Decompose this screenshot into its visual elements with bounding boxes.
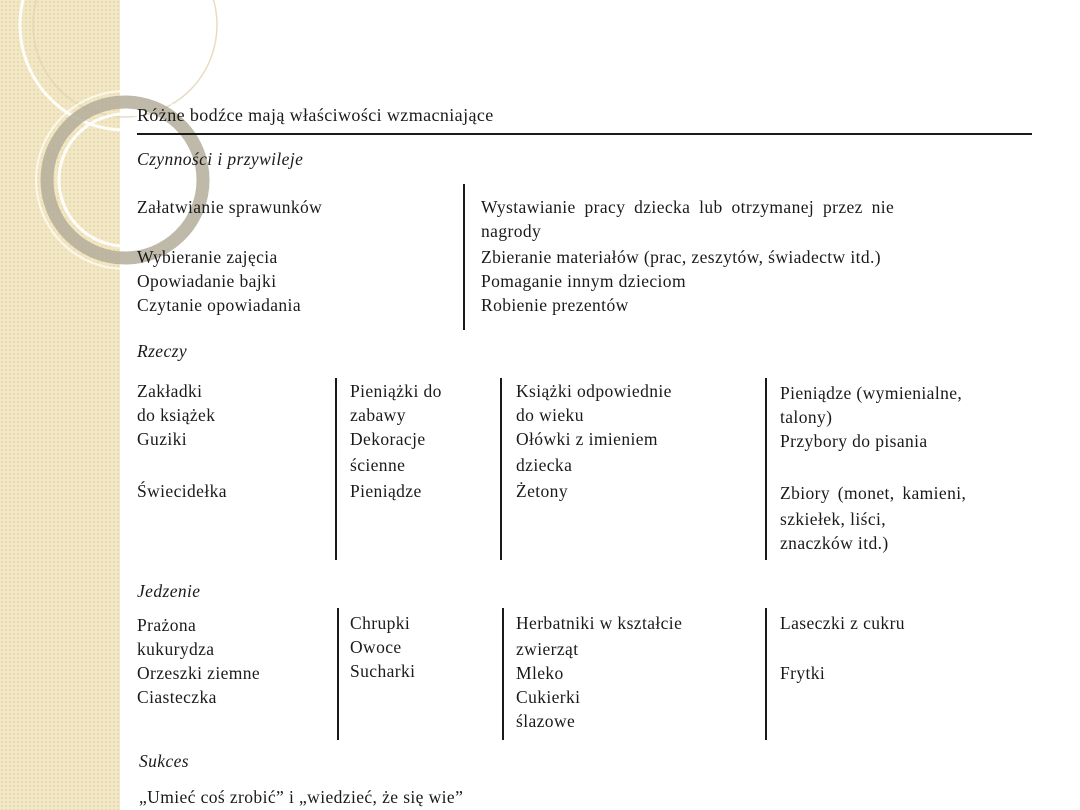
rzeczy-col2-item: Pieniądze [350, 481, 422, 501]
rzeczy-col4-item: talony) [780, 407, 833, 427]
rzeczy-col1-item: Guziki [137, 429, 188, 449]
rzeczy-col3-item: Żetony [516, 481, 568, 501]
czynnosci-left-item: Opowiadanie bajki [137, 271, 277, 291]
czynnosci-right-item: Pomaganie innym dzieciom [481, 271, 686, 291]
rzeczy-col2-item: zabawy [350, 405, 406, 425]
czynnosci-right-item: Robienie prezentów [481, 295, 629, 315]
jedzenie-col1-item: Orzeszki ziemne [137, 663, 261, 683]
rzeczy-col2-item: Pieniążki do [350, 381, 442, 401]
section-heading-sukces: Sukces [139, 751, 190, 771]
title-rule [137, 133, 1032, 135]
jedzenie-col3-item: Mleko [516, 663, 564, 683]
column-divider [765, 378, 767, 560]
column-divider [502, 608, 504, 740]
czynnosci-left-item: Wybieranie zajęcia [137, 247, 278, 267]
column-divider [337, 608, 339, 740]
column-divider [500, 378, 502, 560]
czynnosci-right-item: nagrody [481, 221, 542, 241]
rzeczy-col2-item: ścienne [350, 455, 406, 475]
jedzenie-col2-item: Chrupki [350, 613, 411, 633]
jedzenie-col3-item: zwierząt [516, 639, 579, 659]
jedzenie-col3-item: Cukierki [516, 687, 581, 707]
rzeczy-col3-item: do wieku [516, 405, 584, 425]
rzeczy-col3-item: Ołówki z imieniem [516, 429, 658, 449]
rzeczy-col1-item: Zakładki [137, 381, 203, 401]
column-divider [463, 184, 465, 330]
rzeczy-col1-item: Świecidełka [137, 481, 227, 501]
czynnosci-left-item: Czytanie opowiadania [137, 295, 301, 315]
jedzenie-col1-item: kukurydza [137, 639, 215, 659]
jedzenie-col1-item: Prażona [137, 615, 197, 635]
jedzenie-col3-item: Herbatniki w kształcie [516, 613, 683, 633]
document-title: Różne bodźce mają właściwości wzmacniające [137, 105, 494, 125]
jedzenie-col2-item: Owoce [350, 637, 402, 657]
czynnosci-right-item: Zbieranie materiałów (prac, zeszytów, świadectw itd.) [481, 247, 882, 267]
jedzenie-col3-item: ślazowe [516, 711, 576, 731]
rzeczy-col2-item: Dekoracje [350, 429, 426, 449]
jedzenie-col4-item: Frytki [780, 663, 826, 683]
rzeczy-col4-item: Pieniądze (wymienialne, [780, 383, 963, 403]
rzeczy-col4-item: Przybory do pisania [780, 431, 928, 451]
rzeczy-col3-item: dziecka [516, 455, 573, 475]
rzeczy-col4-item: szkiełek, liści, [780, 509, 887, 529]
rzeczy-col4-item: znaczków itd.) [780, 533, 889, 553]
section-heading-czynnosci: Czynności i przywileje [137, 149, 304, 169]
section-heading-jedzenie: Jedzenie [137, 581, 201, 601]
czynnosci-left-item: Załatwianie sprawunków [137, 197, 323, 217]
sukces-text: „Umieć coś zrobić” i „wiedzieć, że się wie” [139, 787, 464, 807]
jedzenie-col1-item: Ciasteczka [137, 687, 217, 707]
jedzenie-col2-item: Sucharki [350, 661, 416, 681]
jedzenie-col4-item: Laseczki z cukru [780, 613, 905, 633]
column-divider [335, 378, 337, 560]
rzeczy-col4-item: Zbiory (monet, kamieni, [780, 483, 967, 503]
column-divider [765, 608, 767, 740]
rzeczy-col3-item: Książki odpowiednie [516, 381, 672, 401]
czynnosci-right-item: Wystawianie pracy dziecka lub otrzymanej przez nie [481, 197, 895, 217]
decorative-rings-graphic [0, 0, 140, 290]
rzeczy-col1-item: do książek [137, 405, 216, 425]
section-heading-rzeczy: Rzeczy [137, 341, 188, 361]
